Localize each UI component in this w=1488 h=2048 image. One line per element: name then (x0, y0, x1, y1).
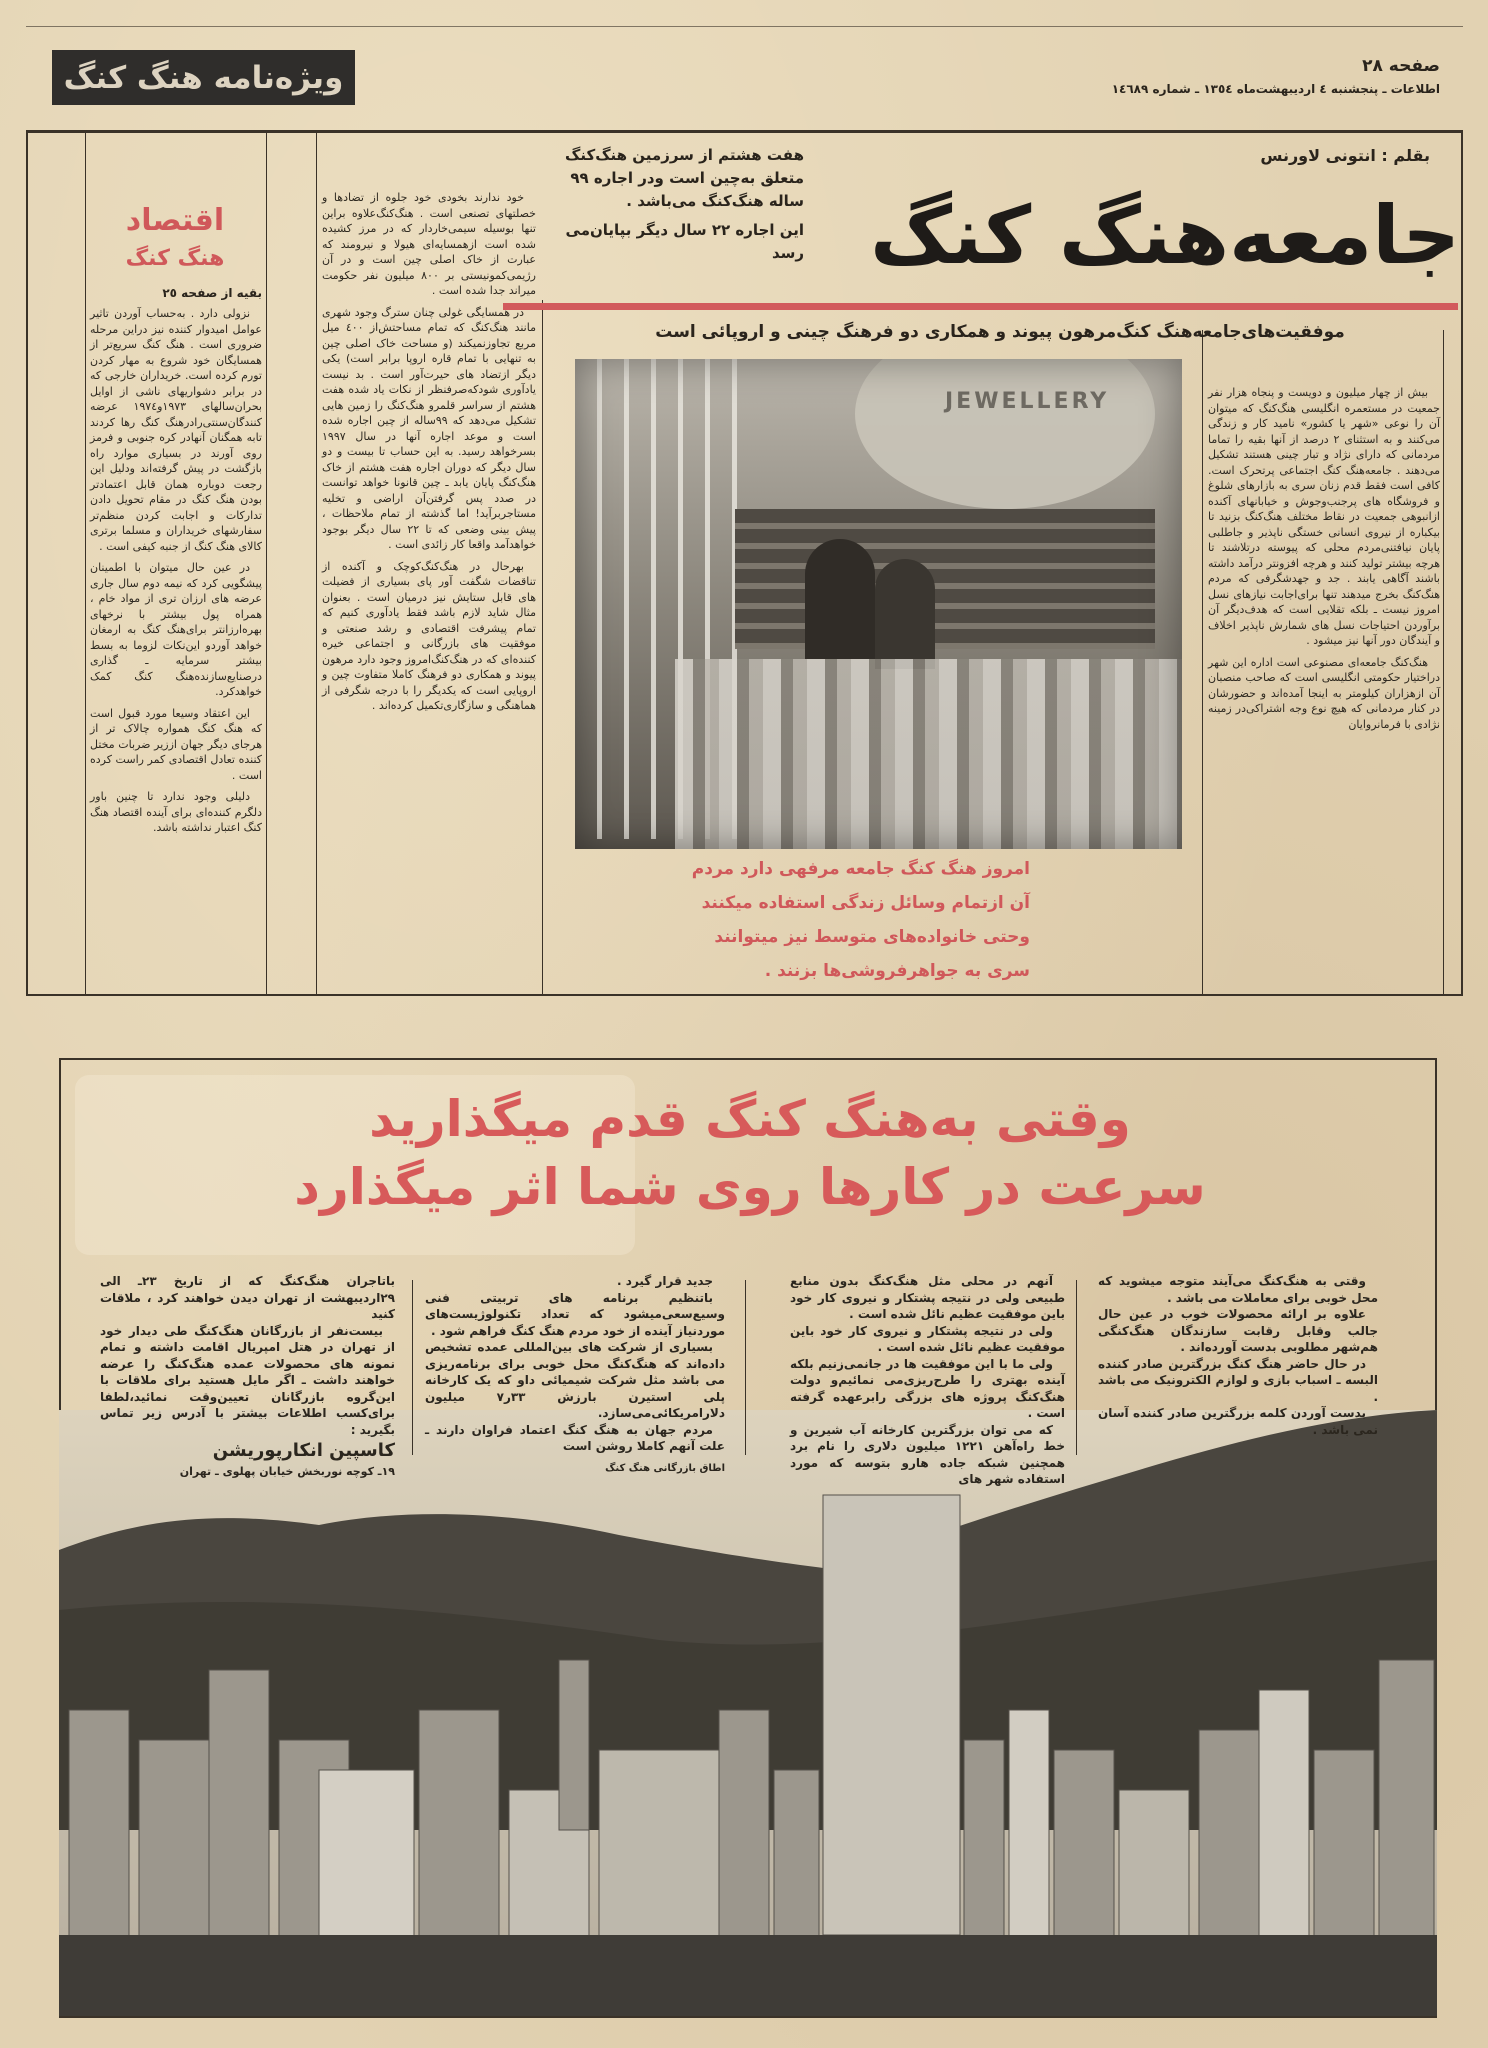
paragraph: در عین حال میتوان با اطمینان پیشگویی کرد که نیمه دوم سال جاری عرضه های ارزان تری از مواد خام ، همراه پول بیشتر با نرخهای بهره‌ارزانتر برای‌هنگ کنگ به ارمغان خواهد آوردو این‌نکات لزوما به بسط بیشتر سرمایه ـ گذاری درصنایع‌سازنده‌هنگ کنگ کمک خواهدکرد. (90, 561, 262, 698)
ad-frame-top (59, 1058, 1437, 1060)
paragraph: در حال حاضر هنگ کنگ بزرگترین صادر کننده البسه ـ اسباب بازی و لوازم الکترونیک می باشد . (1098, 1356, 1378, 1404)
paragraph: دلیلی وجود ندارد تا چنین باور دلگرم کننده‌ای برای آینده اقتصاد هنگ کنگ اعتبار نداشته باشد. (90, 790, 262, 834)
red-rule (503, 303, 1458, 310)
ad-column-rule (745, 1280, 746, 1455)
continued-note: بقیه از صفحه ۲٥ (162, 286, 262, 300)
photo-vignette (575, 359, 1182, 849)
frame-right (1461, 130, 1463, 996)
article-subhead: موفقیت‌های‌جامعه‌هنگ کنگ‌مرهون پیوند و همکاری دو فرهنگ چینی و اروپائی است (655, 322, 1345, 342)
paragraph: بدست آوردن کلمه بزرگترین صادر کننده آسان نمی باشد . (1098, 1406, 1378, 1437)
paragraph: خود ندارند بخودی خود جلوه از تضادها و خصلتهای تصنعی است . هنگ‌کنگ‌علاوه براین تنها بوسیله سیمی‌خاردار که در مرز کشیده شده است ازهمسایه‌ای هیولا و نیرومند که عبارت از خاک اصلی چین است و در آن رژیمی‌کمونیستی بر ۸۰۰ میلیون نفر حکومت میراند جدا شده است . (322, 191, 536, 297)
economy-title: اقتصاد (125, 203, 225, 238)
ad-lead: باتاجران هنگ‌کنگ که از تاریخ ۲۳ـ الی ۲۹اردیبهشت از تهران دیدن خواهند کرد ، ملاقات کنید (100, 1274, 395, 1321)
ad-frame-bottom (59, 2016, 1437, 2018)
paragraph: این اعتقاد وسیعا مورد قبول است که هنگ کنگ همواره چالاک تر از هرجای دیگر جهان اززیر ضربات مختل کننده تعادل اقتصادی کمر راست کرده است . (90, 706, 262, 782)
ad-column-2 (790, 1273, 1065, 1488)
paragraph: در همسایگی غولی چنان سترگ وجود شهری مانند هنگ‌کنگ که تمام مساحتش‌از ٤۰۰ میل مربع تجاوزنمیکند (و مساحت خاک اصلی چین به تنهایی با تمام قاره اروپا برابر است) یکی دیگر ازتضاد های حیرت‌آور است . بد نیست یادآوری شودکه‌صرفنظر از نکات یاد شده هفت هشتم از سراسر قلمرو هنگ‌کنگ را زمین هایی تشکیل می‌دهد که ۹۹ساله از چین اجاره شده است و موعد اجاره آنها در سال ۱۹۹۷ بسرخواهد رسید. به این حساب تا بیست و دو سال دیگر که دوران اجاره هفت هشتم از خاک هنگ‌کنگ پایان یابد ـ چین قانونا خواهد توانست در صدد پس گرفتن‌آن اراضی و تخلیه مستاجربرآید! اما گذشته از تمام ملاحظات ، پیش بینی وضعی که تا ۲۲ سال دیگر بوجود خواهدآمد واقعا کار زائدی است . (322, 305, 537, 551)
company-address: ۱۹ـ کوچه نوربخش خیابان پهلوی ـ تهران (179, 1465, 395, 1478)
paragraph: که می توان بزرگترین کارخانه آب شیرین و خط راه‌آهن ۱۲۲۱ میلیون دلاری را نام برد همچنین شبکه جاده هارو بتوسه که مورد استفاده شهر های (790, 1422, 1065, 1486)
deck-line: هفت هشتم از سرزمین هنگ‌کنگ متعلق به‌چین است ودر اجاره ۹۹ ساله هنگ‌کنگ می‌باشد . (564, 146, 804, 210)
ad-column-1 (1098, 1273, 1378, 1438)
paragraph: هنگ‌کنگ جامعه‌ای مصنوعی است اداره این شهر دراختیار حکومتی انگلیسی است که صاحب منصبان آن ازهزاران کیلومتر به اینجا آمده‌اند و حضورشان در کنار مردمانی که هیچ نوع وجه اشتراکی‌در زمینه نژادی با فرمانروایان (1208, 655, 1440, 731)
paragraph: بسیاری از شرکت های بین‌المللی عمده تشخیص داده‌اند که هنگ‌کنگ محل خوبی برای برنامه‌ریزی می باشد مثل شرکت شیمیائی داو که یک کارخانه پلی استیرن بارزش ۳۳ر۷ میلیون دلارامریکائی‌می‌سازد. (425, 1340, 725, 1420)
top-hairline (26, 26, 1463, 27)
caption-line: امروز هنگ کنگ جامعه مرفهی دارد مردم (691, 859, 1030, 879)
article-column-right (1208, 385, 1440, 738)
hong-kong-skyline-photo (59, 1410, 1437, 2018)
masthead-rule (26, 130, 1463, 133)
article-headline: جامعه‌هنگ کنگ (870, 189, 1460, 282)
caption-line: وحتی خانواده‌های متوسط نیز میتوانند (714, 927, 1030, 947)
paragraph: آنهم در محلی مثل هنگ‌کنگ بدون منابع طبیعی ولی در نتیجه پشتکار و نیروی کار خود باین موفقیت عظیم نائل شده است . (790, 1274, 1065, 1321)
issue-line: اطلاعات ـ پنجشنبه ٤ اردیبهشت‌ماه ۱۳٥٤ ـ شماره ۱٤٦۸۹ (1111, 82, 1440, 96)
page-info (1090, 56, 1440, 96)
paragraph: بیست‌نفر از بازرگانان هنگ‌کنگ طی دیدار خود از تهران در هتل امپریال اقامت داشته و تمام نمونه های محصولات عمده هنگ‌کنگ را عرضه خواهند داشت ـ اگر مایل هستید برای ملاقات با این‌گروه بازرگانان تعیین‌وقت نمائید،لطفا برای‌کسب اطلاعات بیشتر با آدرس زیر تماس بگیرید : (100, 1323, 395, 1437)
paragraph: وقتی به هنگ‌کنگ می‌آیند متوجه میشوید که محل خوبی برای معاملات می باشد . (1098, 1274, 1378, 1305)
column-rule (1202, 330, 1203, 994)
paragraph: جدید قرار گیرد . (617, 1274, 713, 1288)
article-column-middle (322, 190, 536, 720)
ad-headline (150, 1085, 1350, 1221)
ad-column-rule (1076, 1280, 1077, 1455)
photo-caption (590, 852, 1030, 988)
ad-headline-line: سرعت در کارها روی شما اثر میگذارد (294, 1158, 1206, 1216)
ad-signature: اطاق بازرگانی هنگ کنگ (605, 1462, 725, 1474)
column-rule (85, 133, 86, 994)
column-rule (542, 300, 543, 994)
deck-line: این اجاره ۲۲ سال دیگر بپایان‌می رسد (565, 221, 804, 262)
paragraph: باتنظیم برنامه های تربیتی فنی وسیع‌سعی‌میشود که تعداد تکنولوژیست‌های موردنیاز آینده از خود مردم هنگ کنگ فراهم شود . (425, 1290, 725, 1338)
ad-column-rule (412, 1280, 413, 1455)
harbour-water (59, 1935, 1437, 2018)
page-number: صفحه ۲۸ (1362, 56, 1440, 76)
paragraph: بیش از چهار میلیون و دویست و پنجاه هزار نفر جمعیت در مستعمره انگلیسی هنگ‌کنگ که میتوان آن را نوعی «شهر یا کشور» نامید کار و زندگی می‌کنند و به استثنای ۲ درصد از آنها بقیه را تماما مردمانی که دارای نژاد و تبار چینی هستند تشکیل می‌دهند . جامعه‌هنگ کنگ اجتماعی پرتحرک است. کافی است فقط قدم زنان سری به بازارهای شلوغ و فروشگاه های پرجنب‌وجوش و خیابانهای آکنده ازانبوهی جمعیت در نقاط مختلف هنگ‌کنگ بزنید تا بیکباره از نیروی انسانی خستگی ناپذیر و جاطلبی پایان نیافتنی‌مردم محلی که پیوسته درتلاشند تا هرچه بیشتر تولید کنند و هرچه افزونتر درآمد داشته باشند آگاهی یابند . جد و جهدشگرفی که مردم هنگ‌کنگ بخرج میدهند تنها برای‌اجابت نیازهای نسل امروز نیست ـ بلکه تقلایی است که هدف‌دیگر آن برآوردن احتیاجات نسل های شمارش ناپذیر اخلاف و آیندگان دور آنها نیز میشود . (1208, 386, 1440, 647)
column-rule (1443, 330, 1444, 994)
column-rule (266, 133, 267, 994)
byline: بقلم : انتونی لاورنس (1260, 146, 1430, 165)
jewellery-store-photo (575, 359, 1182, 849)
frame-left (26, 130, 28, 996)
economy-subtitle: هنگ کنگ (125, 246, 225, 271)
company-name: کاسپین انکارپوریشن (212, 1440, 395, 1461)
paragraph: نزولی دارد . به‌حساب آوردن تاثیر عوامل امیدوار کننده نیز دراین مرحله ضروری است . هنگ کنگ سریع‌تر از همسایگان خود شروع به مهار کردن تورم کرده است. خریداران خارجی که در برابر دشواریهای ناشی از اوایل بحران‌سالهای ۱۹۷۳و۱۹۷٤ عرضه کنندگان‌سنتی‌رادرهنگ کنگ رها کردند تابه همگنان آنهادر کره جنوبی و فرمز روی آورند در بسیاری موارد راه بازگشت در پیش گرفته‌اند ودلیل این رجعت دوباره همان قابل اعتمادتر بودن هنگ کنگ در مقام تحویل دادن تدارکات و اجابت کردن منظم‌تر سفارشهای خریداران و مسلما برتری کالای هنگ کنگ از جنبه کیفی است . (90, 307, 262, 553)
ad-headline-line: وقتی به‌هنگ کنگ قدم میگذارید (369, 1090, 1131, 1148)
column-rule (316, 133, 317, 994)
paragraph: مردم جهان به هنگ کنگ اعتماد فراوان دارند ـ علت آنهم کاملا روشن است (425, 1422, 725, 1453)
paragraph: ولی در نتیجه پشتکار و نیروی کار خود باین موفقیت عظیم نائل شده است . (790, 1323, 1065, 1354)
paragraph: علاوه بر ارائه محصولات خوب در عین حال جالب وقابل رقابت سازندگان هنگ‌کنگی هم‌شهر مطلوبی بدست آورده‌اند . (1098, 1307, 1378, 1354)
caption-line: سری به جواهرفروشی‌ها بزنند . (764, 961, 1030, 981)
paragraph: ولی ما با این موفقیت ها در جانمی‌زنیم بلکه آینده بهتری را طرح‌ریزی‌می نمائیم‌و دولت هنگ‌کنگ پروژه های بزرگی رابرعهده گرفته است . (790, 1356, 1065, 1420)
section-label-box: ویژه‌نامه هنگ کنگ (52, 50, 355, 105)
article-deck (548, 144, 804, 271)
ad-column-4 (100, 1273, 395, 1481)
economy-column (90, 306, 262, 842)
photo-sign: JEWELLERY (945, 389, 1110, 414)
ad-column-3 (425, 1273, 725, 1477)
frame-bottom (26, 994, 1463, 996)
caption-line: آن ازتمام وسائل زندگی استفاده میکنند (701, 893, 1030, 913)
paragraph: بهرحال در هنگ‌کنگ‌کوچک و آکنده از تناقضات شگفت آور پای بسیاری از فضیلت های قابل ستایش نیز درمیان است . بعنوان مثال شاید لازم باشد فقط یادآوری کنیم که تمام پیشرفت اقتصادی و رشد صنعتی و موفقیت های بازرگانی و اجتماعی خیره کننده‌ای که در هنگ‌کنگ‌امروز وجود دارد مرهون پیوند و همکاری دو فرهنگ کاملا متفاوت چین و اروپایی است که یکدیگر را با درجه شگرفی از هماهنگی و سازگاری‌تکمیل کرده‌اند . (322, 559, 536, 712)
